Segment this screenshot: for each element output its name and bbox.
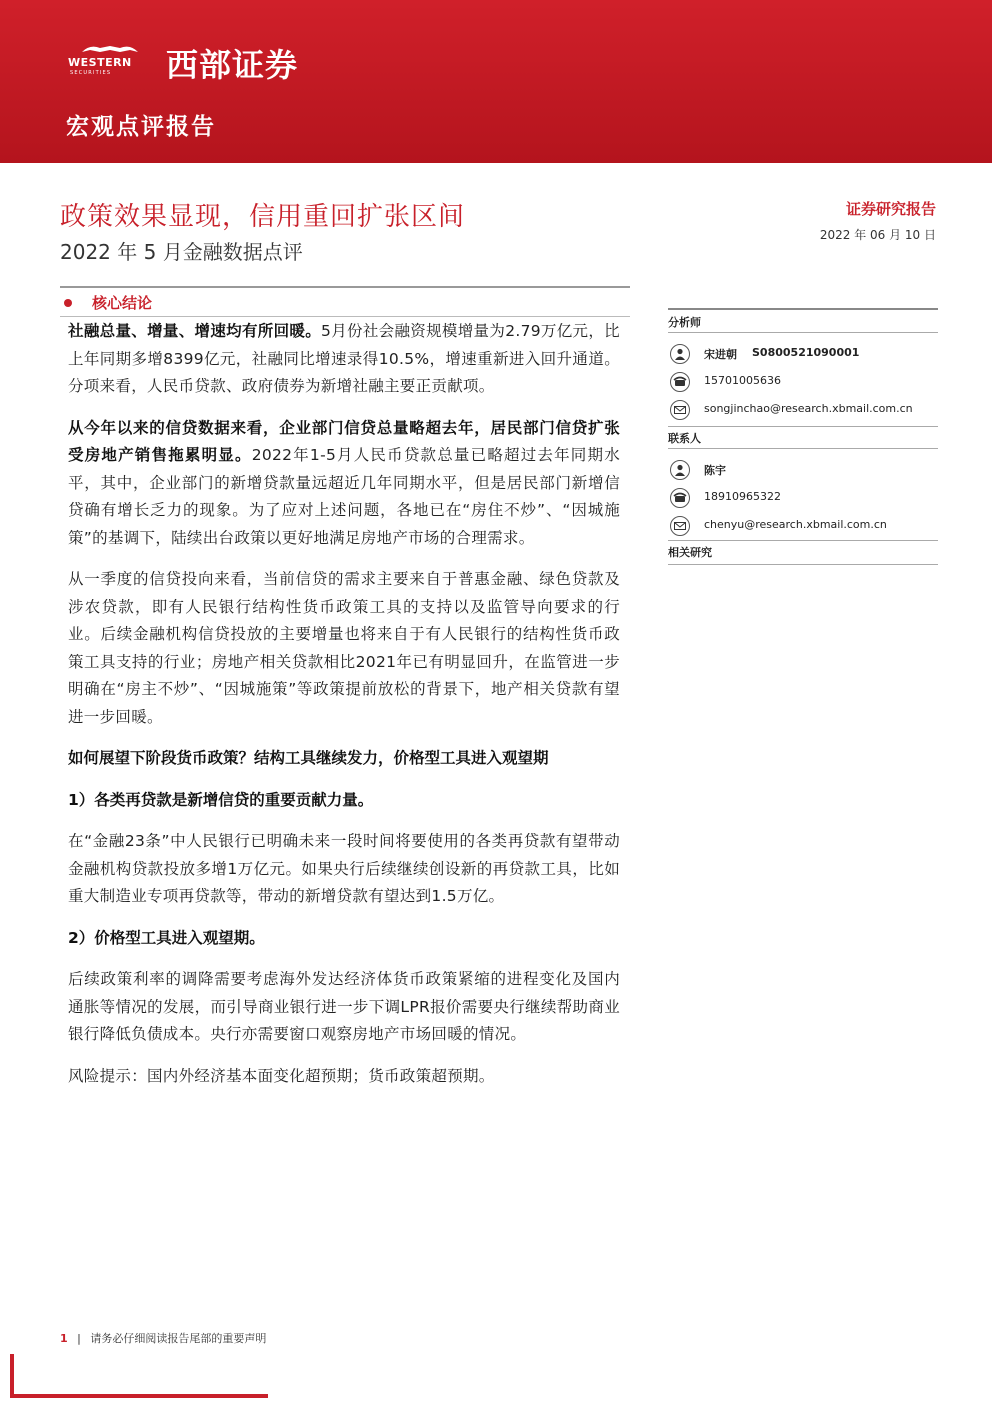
footer bbox=[60, 1330, 266, 1346]
paragraph-text: 2022年1-5月人民币贷款总量已略超过去年同期水平，其中，企业部门的新增贷款量远超近几年同期水平，但是居民部门新增信贷确有增长乏力的现象。为了应对上述问题，各地已在“房住不炒”、“因城施策”的基调下，陆续出台政策以更好地满足房地产市场的合理需求。 bbox=[68, 446, 621, 547]
section-heading: 如何展望下阶段货币政策？结构工具继续发力，价格型工具进入观望期 bbox=[68, 749, 549, 767]
page-number: 1 bbox=[60, 1332, 68, 1345]
divider bbox=[668, 564, 938, 565]
report-date: 2022 年 06 月 10 日 bbox=[819, 228, 936, 242]
corner-mark bbox=[10, 1354, 14, 1396]
divider bbox=[668, 540, 938, 541]
sub-heading: 2）价格型工具进入观望期。 bbox=[68, 928, 265, 947]
section-header bbox=[60, 292, 630, 318]
divider bbox=[60, 286, 630, 288]
phone-icon bbox=[670, 372, 690, 392]
divider bbox=[60, 316, 630, 317]
person-icon bbox=[670, 344, 690, 364]
logo-english-sub: SECURITIES bbox=[70, 70, 112, 76]
mail-icon bbox=[670, 516, 690, 536]
corner-mark bbox=[10, 1394, 268, 1398]
contact-email-row bbox=[668, 516, 938, 538]
divider bbox=[668, 426, 938, 427]
contact-email[interactable]: chenyu@research.xbmail.com.cn bbox=[704, 518, 887, 531]
divider bbox=[668, 448, 938, 449]
contact-name-row bbox=[668, 460, 938, 482]
paragraph-lead: 社融总量、增量、增速均有所回暖。 bbox=[68, 322, 322, 340]
header-banner bbox=[0, 0, 992, 163]
contact-label: 联系人 bbox=[668, 432, 701, 445]
paragraph: 在“金融23条”中人民银行已明确未来一段时间将要使用的各类再贷款有望带动金融机构贷款投放多增1万亿元。如果央行后续继续创设新的再贷款工具，比如重大制造业专项再贷款等，带动的新增贷款有望达到1.5万亿。 bbox=[68, 832, 620, 905]
mail-icon bbox=[670, 400, 690, 420]
paragraph: 从一季度的信贷投向来看，当前信贷的需求主要来自于普惠金融、绿色贷款及涉农贷款，即有人民银行结构性货币政策工具的支持以及监管导向要求的行业。后续金融机构信贷投放的主要增量也将来自于有人民银行的结构性货币政策工具支持的行业；房地产相关贷款相比2021年已有明显回升，在监管进一步明确在“房主不炒”、“因城施策”等政策提前放松的背景下，地产相关贷款有望进一步回暖。 bbox=[68, 570, 620, 726]
page-title: 政策效果显现，信用重回扩张区间 bbox=[60, 202, 466, 232]
analyst-email[interactable]: songjinchao@research.xbmail.com.cn bbox=[704, 402, 913, 415]
contact-phone: 18910965322 bbox=[704, 490, 781, 503]
analyst-email-row bbox=[668, 400, 938, 422]
phone-icon bbox=[670, 488, 690, 508]
footer-separator: | bbox=[77, 1332, 81, 1345]
paragraph-text: 5月份社会融资规模增量为2.79万亿元，比上年同期多增8399亿元，社融同比增速录得10.5%，增速重新进入回升通道。分项来看，人民币贷款、政府债券为新增社融主要正贡献项。 bbox=[68, 322, 620, 395]
page-subtitle: 2022 年 5 月金融数据点评 bbox=[60, 240, 303, 264]
contact-name: 陈宇 bbox=[704, 464, 726, 477]
analyst-id: S0800521090001 bbox=[752, 346, 860, 359]
analyst-label: 分析师 bbox=[668, 316, 701, 329]
risk-note: 风险提示：国内外经济基本面变化超预期；货币政策超预期。 bbox=[68, 1066, 495, 1085]
related-research-label: 相关研究 bbox=[668, 546, 712, 559]
analyst-phone: 15701005636 bbox=[704, 374, 781, 387]
report-label: 证券研究报告 bbox=[845, 200, 936, 218]
bullet-icon bbox=[64, 299, 72, 307]
company-logo bbox=[66, 42, 154, 76]
paragraph bbox=[68, 318, 620, 401]
analyst-name: 宋进朝 bbox=[704, 348, 737, 361]
logo-english: WESTERN bbox=[68, 56, 132, 69]
divider bbox=[668, 308, 938, 310]
logo-chinese: 西部证券 bbox=[166, 46, 299, 84]
paragraph-lead: 从今年以来的信贷数据来看，企业部门信贷总量略超去年，居民部门信贷扩张受房地产销售拖累明显。 bbox=[68, 418, 620, 464]
report-type: 宏观点评报告 bbox=[66, 113, 216, 140]
footer-disclaimer: 请务必仔细阅读报告尾部的重要声明 bbox=[90, 1332, 267, 1345]
contact-phone-row bbox=[668, 488, 938, 510]
analyst-phone-row bbox=[668, 372, 938, 394]
paragraph: 后续政策利率的调降需要考虑海外发达经济体货币政策紧缩的进程变化及国内通胀等情况的发展，而引导商业银行进一步下调LPR报价需要央行继续帮助商业银行降低负债成本。央行亦需要窗口观察房地产市场回暖的情况。 bbox=[68, 970, 620, 1043]
sub-heading: 1）各类再贷款是新增信贷的重要贡献力量。 bbox=[68, 790, 374, 809]
person-icon bbox=[670, 460, 690, 480]
section-title: 核心结论 bbox=[92, 294, 153, 312]
report-body bbox=[68, 318, 620, 1104]
divider bbox=[668, 332, 938, 333]
paragraph bbox=[68, 415, 620, 553]
logo-bull-icon bbox=[80, 42, 140, 56]
analyst-name-row bbox=[668, 344, 938, 366]
